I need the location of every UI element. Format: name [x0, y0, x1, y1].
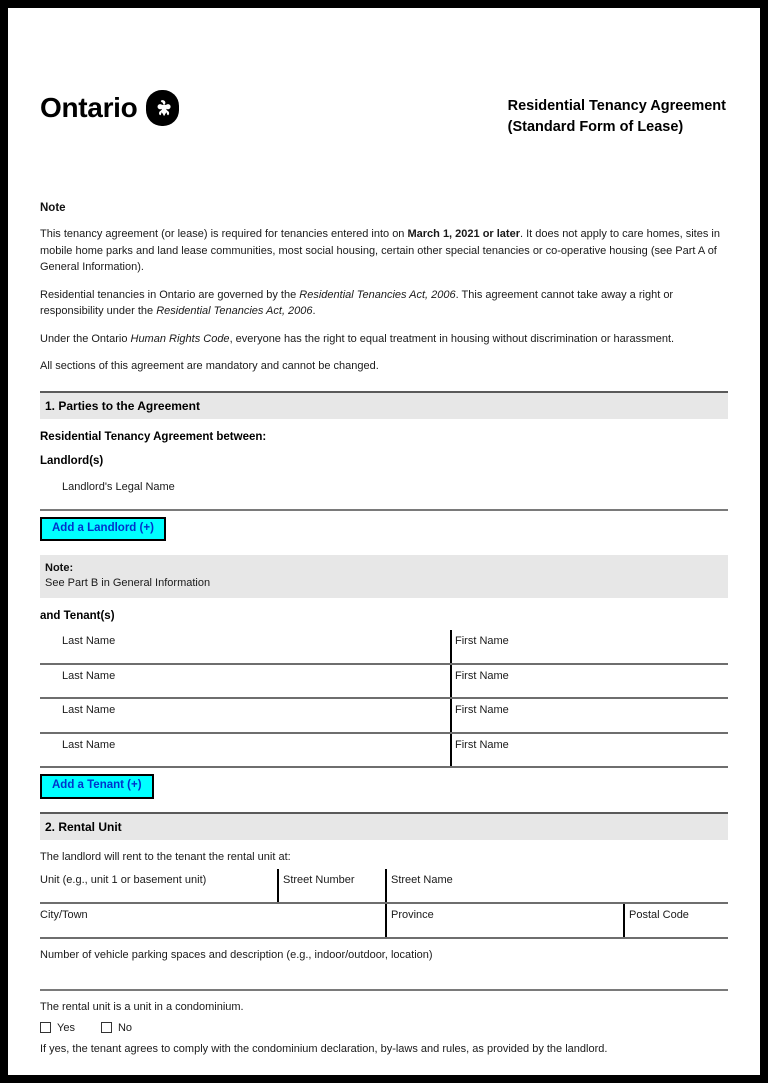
condo-no-label: No [117, 1021, 133, 1034]
condo-checkbox-row [40, 1022, 728, 1034]
note-p2-part-c: . [312, 305, 316, 318]
condo-no-group[interactable] [101, 1022, 132, 1034]
rental-address-grid [40, 869, 728, 939]
note-heading: Note [40, 202, 66, 215]
condominium-block [40, 1001, 728, 1055]
condo-yes-group[interactable] [40, 1022, 75, 1034]
agreement-between-label: Residential Tenancy Agreement between: [40, 430, 267, 443]
tenant-last-name-label: Last Name [62, 669, 116, 682]
address-row-city[interactable] [40, 904, 728, 939]
note-p3-part-b: , everyone has the right to equal treatment in housing without discrimination or harassment. [229, 332, 675, 345]
landlord-note-panel [40, 555, 728, 598]
ontario-brand [40, 90, 179, 126]
note-paragraph-3 [40, 331, 728, 348]
province-postal-divider [623, 904, 625, 937]
document-header [40, 8, 728, 138]
brand-wordmark: Ontario [40, 92, 138, 123]
condo-yes-checkbox[interactable] [40, 1022, 51, 1033]
note-p2-italic-2: Residential Tenancies Act, 2006 [156, 305, 313, 318]
add-tenant-button[interactable]: Add a Tenant (+) [40, 774, 154, 799]
condo-question: The rental unit is a unit in a condominium. [40, 1000, 244, 1013]
condo-no-checkbox[interactable] [101, 1022, 112, 1033]
page-title-line2: (Standard Form of Lease) [507, 119, 684, 136]
note-p2-part-b: . This agreement cannot take away a right or responsibility under the [40, 288, 674, 318]
landlord-legal-name-label: Landlord's Legal Name [62, 480, 175, 493]
document-page [8, 8, 760, 1075]
streetnumber-streetname-divider [385, 869, 387, 902]
rental-unit-intro: The landlord will rent to the tenant the rental unit at: [40, 850, 291, 863]
page-title [508, 90, 726, 138]
note-p3-italic: Human Rights Code [130, 332, 230, 345]
tenant-name-table [40, 630, 728, 768]
note-paragraph-1 [40, 226, 728, 276]
note-p1-part-b: . It does not apply to care homes, sites in mobile home parks and land lease communities, most social housing, certain other special tenancies or co-operative housing (see Part A of General Information). [40, 228, 720, 274]
condo-yes-label: Yes [57, 1021, 75, 1034]
table-row[interactable] [40, 630, 728, 665]
tenant-last-name-label: Last Name [62, 704, 116, 717]
landlord-note-body: See Part B in General Information [45, 577, 211, 590]
parking-rule [40, 989, 728, 991]
landlords-label: Landlord(s) [40, 454, 104, 467]
parking-spaces-label: Number of vehicle parking spaces and description (e.g., indoor/outdoor, location) [40, 948, 433, 961]
note-p1-bold: March 1, 2021 or later [407, 228, 520, 241]
table-row[interactable] [40, 734, 728, 769]
note-p3-part-a: Under the Ontario [40, 332, 131, 345]
tenant-first-name-label: First Name [455, 635, 509, 648]
note-p1-part-a: This tenancy agreement (or lease) is required for tenancies entered into on [40, 228, 408, 241]
province-label: Province [391, 908, 434, 921]
street-number-label: Street Number [283, 873, 355, 886]
add-landlord-button[interactable]: Add a Landlord (+) [40, 517, 166, 542]
landlord-name-rule [40, 509, 728, 511]
ontario-trillium-logo-icon [146, 90, 179, 126]
city-town-label: City/Town [40, 908, 88, 921]
unit-streetnumber-divider [277, 869, 279, 902]
tenant-first-name-label: First Name [455, 669, 509, 682]
note-paragraph-2 [40, 287, 728, 320]
tenant-last-name-label: Last Name [62, 738, 116, 751]
tenant-last-name-label: Last Name [62, 635, 116, 648]
note-paragraph-4: All sections of this agreement are mandatory and cannot be changed. [40, 360, 379, 373]
tenant-first-name-label: First Name [455, 704, 509, 717]
note-section [40, 202, 728, 375]
tenants-label: and Tenant(s) [40, 610, 115, 623]
street-name-label: Street Name [391, 873, 453, 886]
postal-code-label: Postal Code [629, 908, 689, 921]
page-title-line1: Residential Tenancy Agreement [507, 98, 726, 114]
landlord-note-title: Note: [45, 562, 74, 575]
unit-label: Unit (e.g., unit 1 or basement unit) [40, 873, 207, 886]
table-row[interactable] [40, 699, 728, 734]
section-header-rental-unit: 2. Rental Unit [40, 812, 728, 840]
note-p2-italic-1: Residential Tenancies Act, 2006 [299, 288, 456, 301]
city-province-divider [385, 904, 387, 937]
tenant-first-name-label: First Name [455, 738, 509, 751]
section-header-parties: 1. Parties to the Agreement [40, 391, 728, 419]
address-row-street[interactable] [40, 869, 728, 904]
note-p2-part-a: Residential tenancies in Ontario are governed by the [40, 288, 300, 301]
condo-footnote: If yes, the tenant agrees to comply with the condominium declaration, by-laws and rules, as provided by the landlord. [40, 1042, 608, 1055]
table-row[interactable] [40, 665, 728, 700]
